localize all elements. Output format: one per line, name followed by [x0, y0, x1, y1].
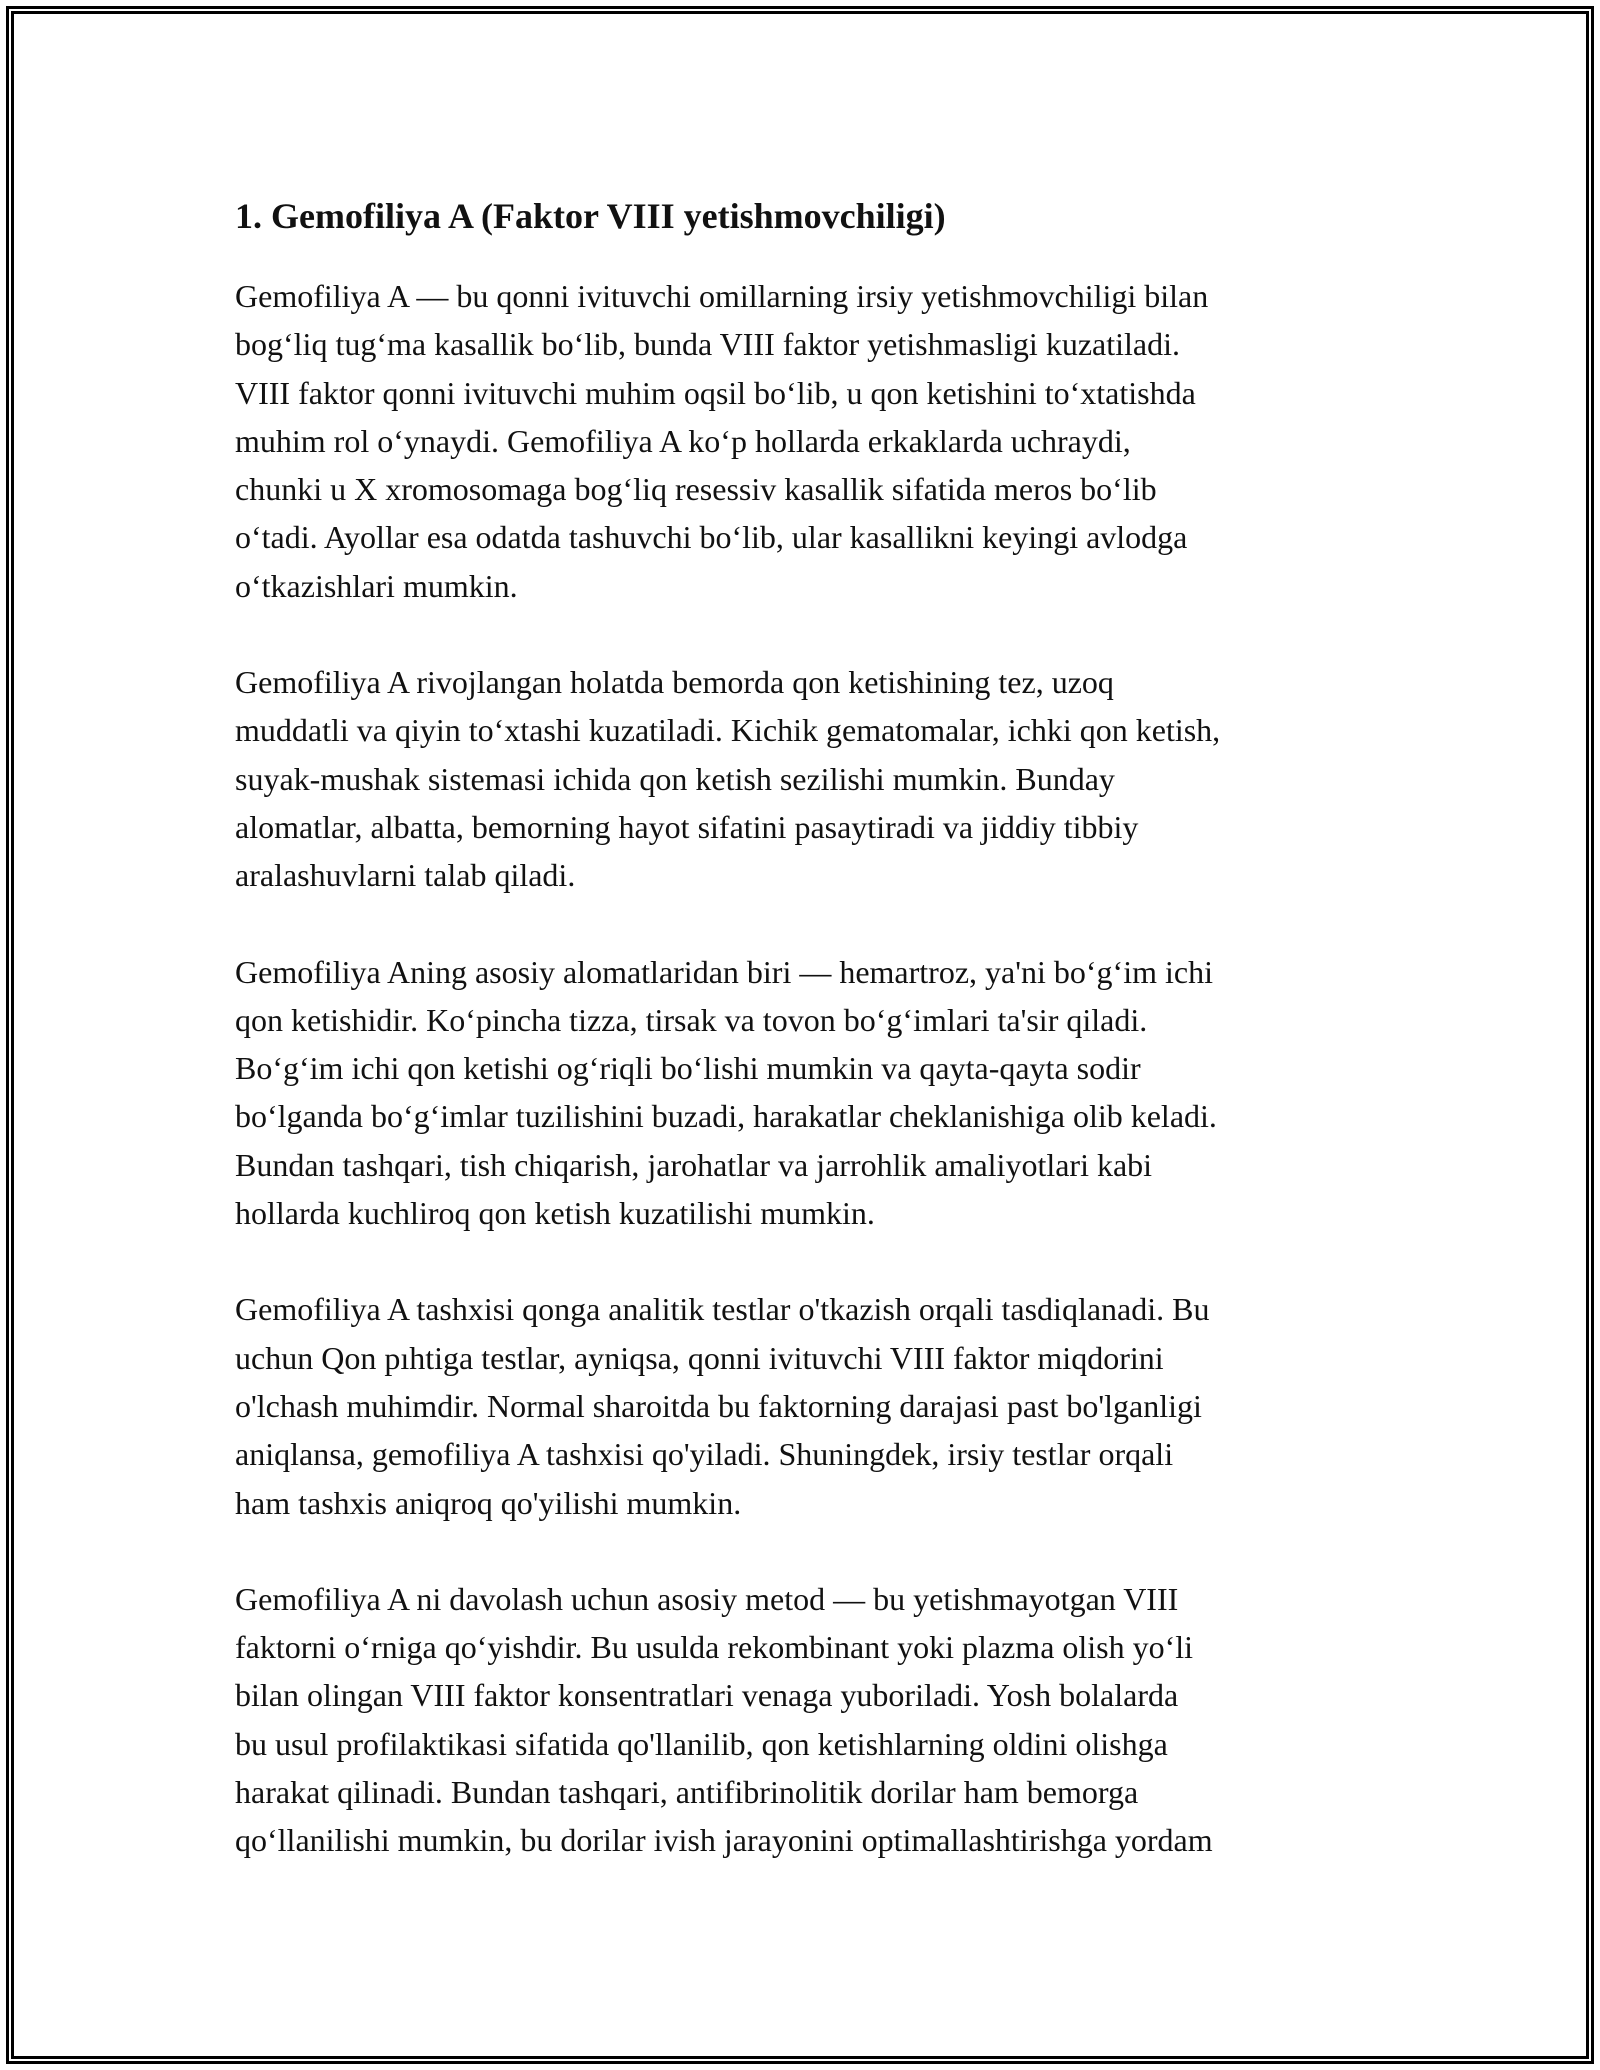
paragraph-diagnosis: Gemofiliya A tashxisi qonga analitik testlar o'tkazish orqali tasdiqlanadi. Bu uchun Qon pıhtiga testlar, ayniqsa, qonni ivituvchi VIII faktor miqdorini o'lchash muhimdir. Normal sharoitda bu faktorning darajasi past bo'lganligi aniqlansa, gemofiliya A tashxisi qo'yiladi. Shuningdek, irsiy testlar orqali ham tashxis aniqroq qo'yilishi mumkin.: [235, 1291, 1210, 1521]
paragraph-bleeding-symptoms: Gemofiliya A rivojlangan holatda bemorda qon ketishining tez, uzoq muddatli va qiyin to‘xtashi kuzatiladi. Kichik gematomalar, ichki qon ketish, suyak-mushak sistemasi ichida qon ketish sezilishi mumkin. Bunday alomatlar, albatta, bemorning hayot sifatini pasaytiradi va jiddiy tibbiy aralashuvlarni talab qiladi.: [235, 664, 1221, 894]
paragraph-inheritance: Gemofiliya A — bu qonni ivituvchi omillarning irsiy yetishmovchiligi bilan bog‘liq tug‘ma kasallik bo‘lib, bunda VIII faktor yetishmasligi kuzatiladi. VIII faktor qonni ivituvchi muhim oqsil bo‘lib, u qon ketishini to‘xtatishda muhim rol o‘ynaydi. Gemofiliya A ko‘p hollarda erkaklarda uchraydi, chunki u X xromosomaga bog‘liq resessiv kasallik sifatida meros bo‘lib o‘tadi. Ayollar esa odatda tashuvchi bo‘lib, ular kasallikni keyingi avlodga o‘tkazishlari mumkin.: [235, 278, 1209, 604]
document-body: [235, 188, 1375, 1913]
paragraph-treatment: Gemofiliya A ni davolash uchun asosiy metod — bu yetishmayotgan VIII faktorni o‘rniga qo‘yishdir. Bu usulda rekombinant yoki plazma olish yo‘li bilan olingan VIII faktor konsentratlari venaga yuboriladi. Yosh bolalarda bu usul profilaktikasi sifatida qo'llanilib, qon ketishlarning oldini olishga harakat qilinadi. Bundan tashqari, antifibrinolitik dorilar ham bemorga qo‘llanilishi mumkin, bu dorilar ivish jarayonini optimallashtirishga yordam: [235, 1580, 1213, 1859]
paragraph-hemarthrosis: Gemofiliya Aning asosiy alomatlaridan biri — hemartroz, ya'ni bo‘g‘im ichi qon ketishidir. Ko‘pincha tizza, tirsak va tovon bo‘g‘imlari ta'sir qiladi. Bo‘g‘im ichi qon ketishi og‘riqli bo‘lishi mumkin va qayta-qayta sodir bo‘lganda bo‘g‘imlar tuzilishini buzadi, harakatlar cheklanishiga olib keladi. Bundan tashqari, tish chiqarish, jarohatlar va jarrohlik amaliyotlari kabi hollarda kuchliroq qon ketish kuzatilishi mumkin.: [235, 953, 1217, 1232]
section-heading: 1. Gemofiliya A (Faktor VIII yetishmovchiligi): [235, 196, 946, 236]
